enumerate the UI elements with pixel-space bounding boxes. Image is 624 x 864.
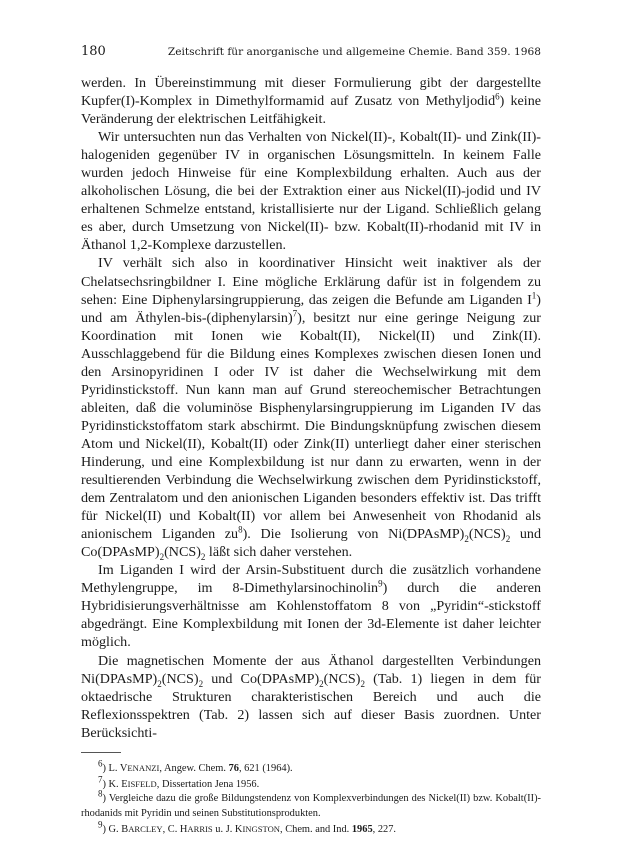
body-text (81, 74, 541, 742)
page-header (81, 44, 541, 64)
paragraph: werden. In Übereinstimmung mit dieser Formulierung gibt der dargestellte Kupfer(I)-Komplex in Dimethylformamid auf Zusatz von Methyljodid$^6$) keine Veränderung der elektrischen Leitfähigkeit. (81, 75, 541, 128)
page-number: 180 (81, 44, 106, 59)
footnote: $^6$) L. VENANZI, Angew. Chem. 76, 621 (1964). (98, 758, 293, 774)
footnote: $^9$) G. BARCLEY, C. HARRIS u. J. KINGSTON, Chem. and Ind. 1965, 227. (98, 819, 397, 835)
running-title: Zeitschrift für anorganische und allgemeine Chemie. Band 359. 1968 (167, 46, 541, 58)
paragraph: Im Liganden I wird der Arsin-Substituent durch die zusätzlich vorhandene Methylengruppe, im 8-Dimethylarsinochinolin$^9$) durch die anderen Hybridisierungsverhältnisse am Kohlenstoffatom 8 von „Pyridin“-stickstoff abgedrängt. Eine Komplexbildung mit Ionen der 3d-Elemente ist daher leichter möglich. (81, 562, 541, 651)
paragraph: Die magnetischen Momente der aus Äthanol dargestellten Verbindungen $Ni(DPAsMP)_2(NCS)_2$ und $Co(DPAsMP)_2(NCS)_2$ (Tab. 1) liegen in dem für oktaedrische Strukturen charakteristischen Bereich und auch die Reflexionsspektren (Tab. 2) lassen sich auf dieser Basis zuordnen. Unter Berücksichti- (81, 652, 542, 741)
footnote: $^8$) Vergleiche dazu die große Bildungstendenz von Komplexverbindungen des Nickel(II) bzw. Kobalt(II)-rhodanids mit Pyridin und seinen Substitutionsprodukten. (81, 788, 541, 820)
paragraph: Wir untersuchten nun das Verhalten von Nickel(II)-, Kobalt(II)- und Zink(II)-halogeniden gegenüber IV in organischen Lösungsmitteln. In keinem Falle wurden jedoch Hinweise für eine Komplexbildung erhalten. Auch aus der alkoholischen Lösung, die bei der Extraktion einer aus Nickel(II)-jodid und IV erhaltenen Schmelze entstand, kristallisierte nur der Ligand. Schließlich gelang es aber, durch Umsetzung von Nickel(II)- bzw. Kobalt(II)-rhodanid mit IV in Äthanol 1,2-Komplexe darzustellen. (81, 129, 541, 254)
journal-page (81, 44, 541, 838)
paragraph: IV verhält sich also in koordinativer Hinsicht weit inaktiver als der Chelatsechsringbildner I. Eine mögliche Erklärung dafür ist in folgendem zu sehen: Eine Diphenylarsingruppierung, das zeigen die Befunde am Liganden $I^1$) und am Äthylen-bis-(diphenylarsin)$^7$), besitzt nur eine geringe Neigung zur Koordination mit Ionen wie Kobalt(II), Nickel(II) und Zink(II). Ausschlaggebend für die Bildung eines Komplexes zwischen diesen Ionen und den Arsinopyridinen I oder IV ist daher die Wechselwirkung mit dem Pyridinstickstoff. Nun kann man auf Grund stereochemischer Betrachtungen ableiten, daß die voluminöse Bisphenylarsingruppierung im Liganden IV das Pyridinstickstoffatom stark abschirmt. Die Bindungsknüpfung zwischen diesem Atom und Nickel(II), Kobalt(II) oder Zink(II) unterliegt daher einer sterischen Hinderung, und eine Komplexbildung ist nur dann zu erwarten, wenn in der resultierenden Verbindung die Wechselwirkung zwischen dem Pyridinstickstoff, dem Zentralatom und den anionischen Liganden besonders effektiv ist. Das trifft für Nickel(II) und Kobalt(II) vor allem bei Anwesenheit von Rhodanid als anionischem Liganden $zu^8$). Die Isolierung von $Ni(DPAsMP)_2(NCS)_2$ und $Co(DPAsMP)_2(NCS)_2$ läßt sich daher verstehen. (81, 255, 542, 563)
footnote: $^7$) K. EISFELD, Dissertation Jena 1956. (98, 774, 260, 790)
footnotes (81, 758, 541, 838)
footnote-separator (81, 752, 121, 753)
